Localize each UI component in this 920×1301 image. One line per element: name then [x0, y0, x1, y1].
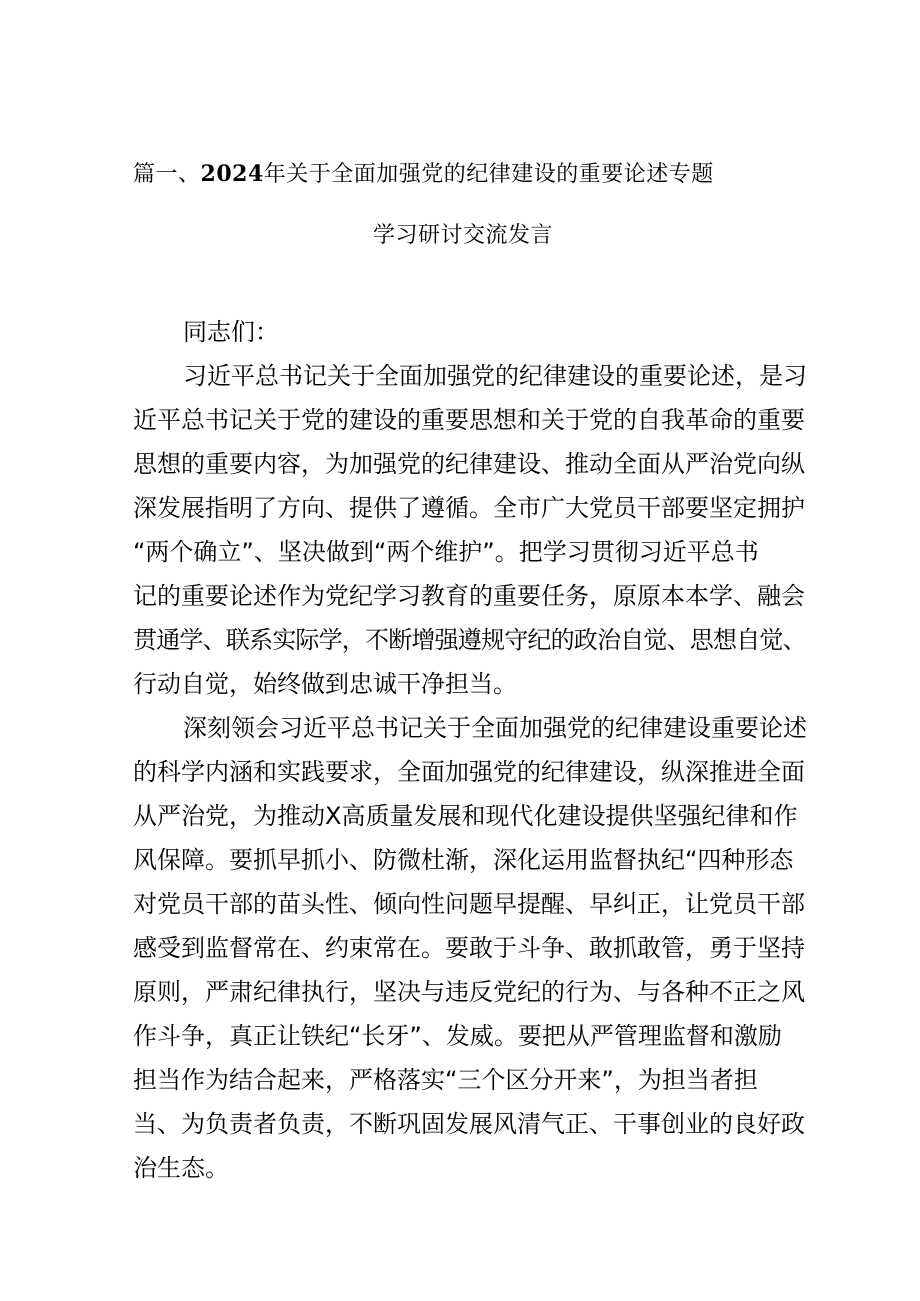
paragraph-line: 行动自觉，始终做到忠诚干净担当。	[133, 670, 517, 698]
paragraph-line: 原则，严肃纪律执行，坚决与违反党纪的行为、与各种不正之风	[133, 978, 805, 1006]
salutation: 同志们：	[183, 318, 279, 346]
paragraph-line: 风保障。要抓早抓小、防微杜渐，深化运用监督执纪“四种形态	[133, 846, 794, 874]
paragraph-line: 近平总书记关于党的建设的重要思想和关于党的自我革命的重要	[133, 406, 805, 434]
paragraph-line: 的科学内涵和实践要求，全面加强党的纪律建设，纵深推进全面	[133, 758, 805, 786]
title-line-2: 学习研讨交流发言	[373, 223, 554, 248]
body-text	[133, 310, 807, 1190]
paragraph-line: 当、为负责者负责，不断巩固发展风清气正、干事创业的良好政	[133, 1110, 805, 1138]
title-year: 2024	[200, 161, 264, 187]
paragraph-1	[133, 354, 807, 706]
paragraph-line: 习近平总书记关于全面加强党的纪律建设的重要论述，是习	[183, 362, 807, 390]
paragraph-line: 作斗争，真正让铁纪“长牙”、发威。要把从严管理监督和激励	[133, 1022, 782, 1050]
title-prefix: 篇一、	[133, 162, 201, 187]
paragraph-line: 担当作为结合起来，严格落实“三个区分开来”，为担当者担	[133, 1066, 758, 1094]
paragraph-line: 从严治党，为推动X高质量发展和现代化建设提供坚强纪律和作	[133, 802, 798, 830]
paragraph-line: 治生态。	[133, 1154, 229, 1182]
paragraph-line: 贯通学、联系实际学，不断增强遵规守纪的政治自觉、思想自觉、	[133, 626, 806, 654]
paragraph-line: 深刻领会习近平总书记关于全面加强党的纪律建设重要论述	[183, 714, 807, 742]
paragraph-line: 记的重要论述作为党纪学习教育的重要任务，原原本本学、融会	[133, 582, 805, 610]
title-rest: 年关于全面加强党的纪律建设的重要论述专题	[263, 162, 714, 187]
paragraph-line: 感受到监督常在、约束常在。要敢于斗争、敢抓敢管，勇于坚持	[133, 934, 805, 962]
paragraph-2	[133, 706, 807, 1190]
paragraph-line: 思想的重要内容，为加强党的纪律建设、推动全面从严治党向纵	[133, 450, 805, 478]
paragraph-line: 深发展指明了方向、提供了遵循。全市广大党员干部要坚定拥护	[133, 494, 805, 522]
paragraph-line: 对党员干部的苗头性、倾向性问题早提醒、早纠正，让党员干部	[133, 890, 805, 918]
paragraph-line: “两个确立”、坚决做到“两个维护”。把学习贯彻习近平总书	[133, 538, 759, 566]
title-line-1	[133, 157, 813, 192]
